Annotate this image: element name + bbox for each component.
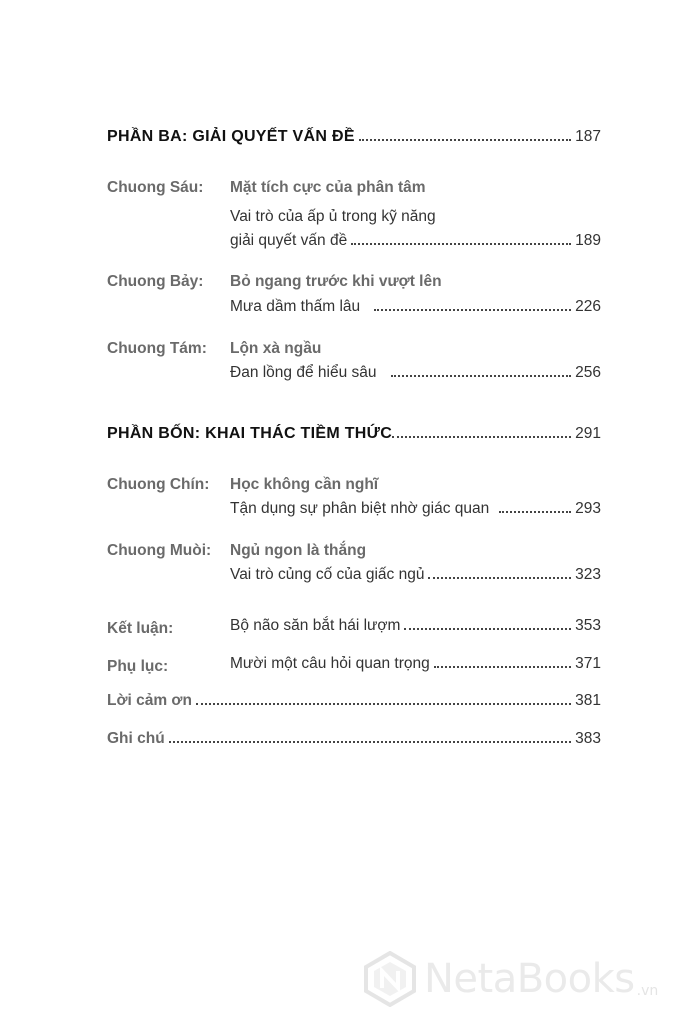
dot-leader: [391, 375, 572, 377]
chapter-title: Mặt tích cực của phân tâm: [230, 179, 426, 196]
chapter-subtitle: Tận dụng sự phân biệt nhờ giác quan: [230, 500, 490, 517]
dot-leader: [196, 703, 571, 705]
page-number: 256: [575, 364, 601, 381]
conclusion-label: Kết luận:: [107, 620, 174, 637]
chapter-label: Chuong Bảy:: [107, 273, 204, 290]
chapter-subtitle-row: [230, 232, 601, 250]
appendix-title: Mười một câu hỏi quan trọng: [230, 655, 430, 672]
dot-leader: [351, 243, 571, 245]
chapter-label: Chuong Tám:: [107, 340, 207, 357]
part-four-entry: [107, 425, 601, 443]
part-three-entry: [107, 128, 601, 146]
chapter-subtitle-row: [230, 364, 601, 382]
netabooks-logo-icon: [362, 951, 418, 1007]
page-number: 353: [575, 617, 601, 634]
chapter-subtitle: Mưa dầm thấm lâu: [230, 298, 361, 315]
watermark: [362, 951, 658, 1007]
conclusion-title: Bộ não săn bắt hái lượm: [230, 617, 401, 634]
dot-leader: [434, 666, 571, 668]
chapter-subtitle: Vai trò củng cố của giấc ngủ: [230, 566, 425, 583]
page-number: 323: [575, 566, 601, 583]
part-title: PHẦN BA: GIẢI QUYẾT VẤN ĐỀ: [107, 128, 355, 145]
page-number: 226: [575, 298, 601, 315]
notes-label: Ghi chú: [107, 730, 165, 747]
chapter-subtitle-row: [230, 298, 601, 316]
part-title: PHẦN BỐN: KHAI THÁC TIỀM THỨC: [107, 425, 393, 442]
chapter-subtitle: Đan lồng để hiểu sâu: [230, 364, 377, 381]
dot-leader: [392, 436, 571, 438]
chapter-label: Chuong Muòi:: [107, 542, 212, 559]
page-number: 293: [575, 500, 601, 517]
chapter-label: Chuong Chín:: [107, 476, 210, 493]
chapter-subtitle: Vai trò của ấp ủ trong kỹ năng: [230, 208, 436, 225]
dot-leader: [169, 741, 571, 743]
chapter-title: Ngủ ngon là thắng: [230, 542, 367, 559]
appendix-row: [230, 655, 601, 673]
conclusion-row: [230, 617, 601, 635]
watermark-suffix: .vn: [636, 983, 659, 999]
dot-leader: [499, 511, 571, 513]
dot-leader: [404, 628, 571, 630]
page-number: 187: [575, 128, 601, 145]
dot-leader: [359, 139, 571, 141]
chapter-label: Chuong Sáu:: [107, 179, 204, 196]
chapter-subtitle: giải quyết vấn đề: [230, 232, 348, 249]
dot-leader: [374, 309, 571, 311]
page-number: 189: [575, 232, 601, 249]
page-number: 383: [575, 730, 601, 747]
acknowledgements-label: Lời cảm ơn: [107, 692, 192, 709]
watermark-brand: NetaBooks: [424, 956, 635, 1002]
notes-row: [107, 730, 601, 748]
page-number: 381: [575, 692, 601, 709]
chapter-subtitle-row: [230, 500, 601, 518]
dot-leader: [428, 577, 571, 579]
acknowledgements-row: [107, 692, 601, 710]
chapter-title: Lộn xà ngầu: [230, 340, 322, 357]
chapter-subtitle-row: [230, 566, 601, 584]
chapter-title: Học không cần nghĩ: [230, 476, 379, 493]
page-number: 371: [575, 655, 601, 672]
chapter-title: Bỏ ngang trước khi vượt lên: [230, 273, 442, 290]
appendix-label: Phụ lục:: [107, 658, 169, 675]
page-number: 291: [575, 425, 601, 442]
